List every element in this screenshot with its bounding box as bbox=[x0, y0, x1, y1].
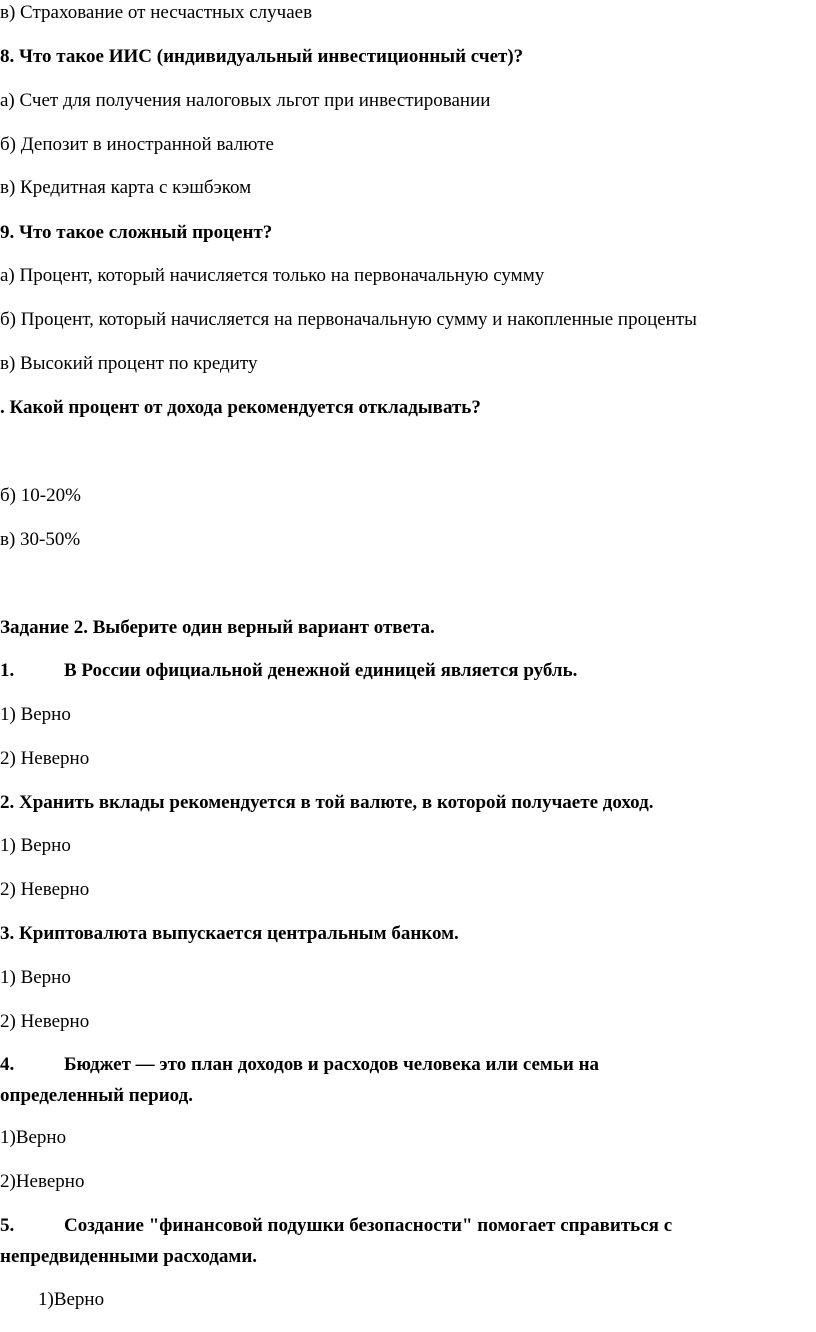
option-line: 2)Неверно bbox=[0, 1171, 85, 1192]
option-line: в) Высокий процент по кредиту bbox=[0, 353, 258, 374]
question-heading: 3. Криптовалюта выпускается центральным банком. bbox=[0, 923, 459, 944]
question-continuation: непредвиденными расходами. bbox=[0, 1246, 258, 1267]
option-line: а) Процент, который начисляется только на первоначальную сумму bbox=[0, 265, 545, 286]
section-heading: Задание 2. Выберите один верный вариант ответа. bbox=[0, 617, 435, 638]
option-line: в) Страхование от несчастных случаев bbox=[0, 2, 313, 23]
option-line: 1) Верно bbox=[0, 967, 71, 988]
numbered-question bbox=[0, 1054, 599, 1076]
question-number: 4. bbox=[0, 1054, 15, 1075]
option-line: 1) Верно bbox=[0, 835, 71, 856]
option-line: а) Счет для получения налоговых льгот при инвестировании bbox=[0, 90, 491, 111]
question-continuation: определенный период. bbox=[0, 1085, 193, 1106]
question-text: Бюджет — это план доходов и расходов человека или семьи на bbox=[64, 1054, 600, 1075]
question-text: В России официальной денежной единицей является рубль. bbox=[64, 660, 578, 681]
option-line: б) Депозит в иностранной валюте bbox=[0, 134, 274, 155]
option-line: 1) Верно bbox=[0, 704, 71, 725]
option-line: б) 10-20% bbox=[0, 485, 81, 506]
question-number: 1. bbox=[0, 660, 15, 681]
option-line: 2) Неверно bbox=[0, 748, 90, 769]
option-line: б) Процент, который начисляется на первоначальную сумму и накопленные проценты bbox=[0, 309, 697, 330]
question-text: Создание "финансовой подушки безопасности" помогает справиться с bbox=[64, 1215, 673, 1236]
question-heading: 8. Что такое ИИС (индивидуальный инвестиционный счет)? bbox=[0, 46, 524, 67]
numbered-question bbox=[0, 660, 577, 682]
option-line: 2) Неверно bbox=[0, 879, 90, 900]
option-line: 1)Верно bbox=[38, 1289, 105, 1310]
question-heading: 9. Что такое сложный процент? bbox=[0, 222, 273, 243]
option-line: 1)Верно bbox=[0, 1127, 67, 1148]
numbered-question bbox=[0, 1215, 672, 1237]
question-heading: 2. Хранить вклады рекомендуется в той валюте, в которой получаете доход. bbox=[0, 792, 654, 813]
question-number: 5. bbox=[0, 1215, 15, 1236]
option-line: в) Кредитная карта с кэшбэком bbox=[0, 177, 252, 198]
question-heading: . Какой процент от дохода рекомендуется откладывать? bbox=[0, 397, 481, 418]
option-line: в) 30-50% bbox=[0, 529, 81, 550]
option-line: 2) Неверно bbox=[0, 1011, 90, 1032]
